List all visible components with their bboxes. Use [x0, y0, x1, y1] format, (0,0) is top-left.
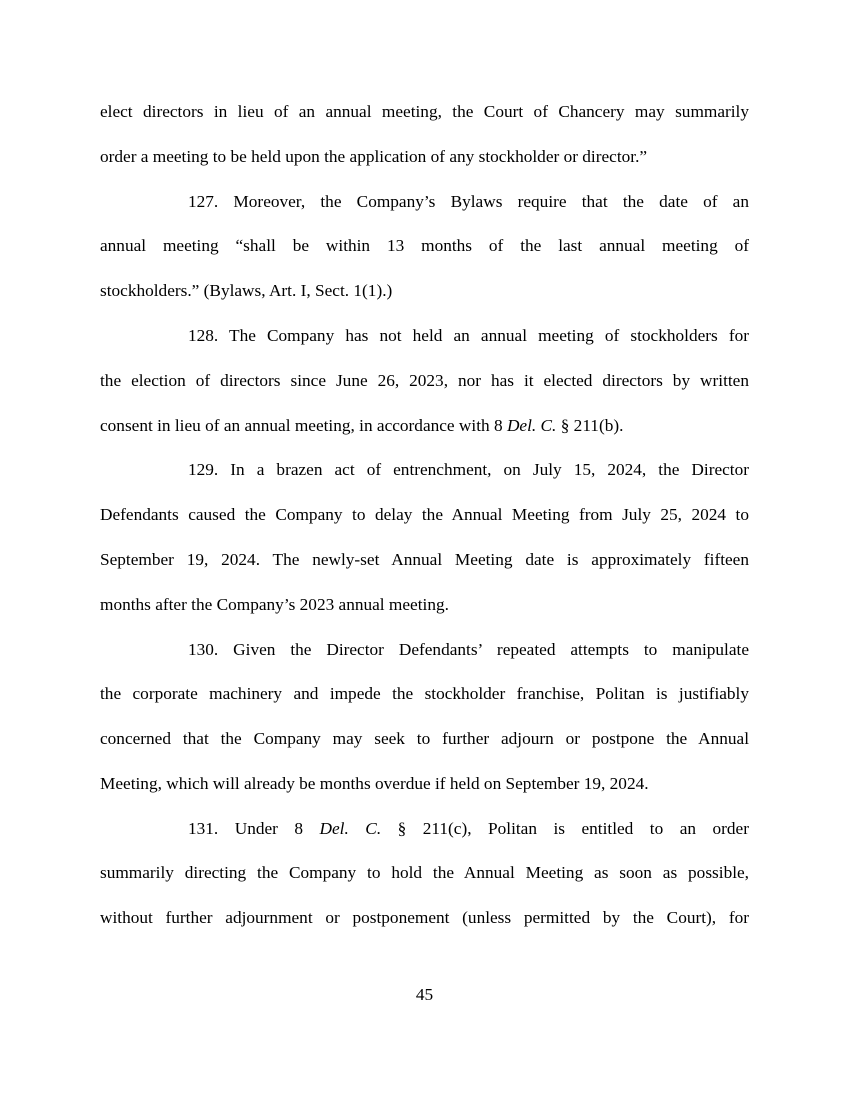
text-line: without further adjournment or postponement (unless permitted by the Court), for [100, 908, 749, 927]
text-line: elect directors in lieu of an annual meeting, the Court of Chancery may summarily [100, 102, 749, 121]
text-line: the election of directors since June 26, 2023, nor has it elected directors by written [100, 371, 749, 390]
text-segment: § 211(b). [556, 416, 624, 435]
text-line: Meeting, which will already be months overdue if held on September 19, 2024. [100, 774, 649, 793]
text-line: summarily directing the Company to hold the Annual Meeting as soon as possible, [100, 863, 749, 882]
text-segment: consent in lieu of an annual meeting, in accordance with 8 [100, 416, 507, 435]
paragraph-130-start: 130. Given the Director Defendants’ repeated attempts to manipulate [188, 640, 749, 659]
text-line: annual meeting “shall be within 13 months of the last annual meeting of [100, 236, 749, 255]
text-line: order a meeting to be held upon the application of any stockholder or director.” [100, 147, 648, 166]
text-segment: 131. Under 8 [188, 819, 320, 838]
paragraph-127-start: 127. Moreover, the Company’s Bylaws require that the date of an [188, 192, 749, 211]
italic-citation: Del. C. [319, 819, 382, 838]
text-line: Defendants caused the Company to delay the Annual Meeting from July 25, 2024 to [100, 505, 749, 524]
text-line: concerned that the Company may seek to further adjourn or postpone the Annual [100, 729, 749, 748]
text-line: September 19, 2024. The newly-set Annual Meeting date is approximately fifteen [100, 550, 749, 569]
text-line: months after the Company’s 2023 annual meeting. [100, 595, 449, 614]
paragraph-128-start: 128. The Company has not held an annual meeting of stockholders for [188, 326, 749, 345]
paragraph-129-start: 129. In a brazen act of entrenchment, on July 15, 2024, the Director [188, 460, 749, 479]
text-line: stockholders.” (Bylaws, Art. I, Sect. 1(1).) [100, 281, 393, 300]
page-number: 45 [415, 985, 434, 1004]
text-segment: § 211(c), Politan is entitled to an order [381, 819, 749, 838]
paragraph-131-start [188, 817, 749, 841]
text-line: the corporate machinery and impede the stockholder franchise, Politan is justifiably [100, 684, 749, 703]
text-line-with-citation [100, 414, 749, 438]
italic-citation: Del. C. [506, 416, 557, 435]
